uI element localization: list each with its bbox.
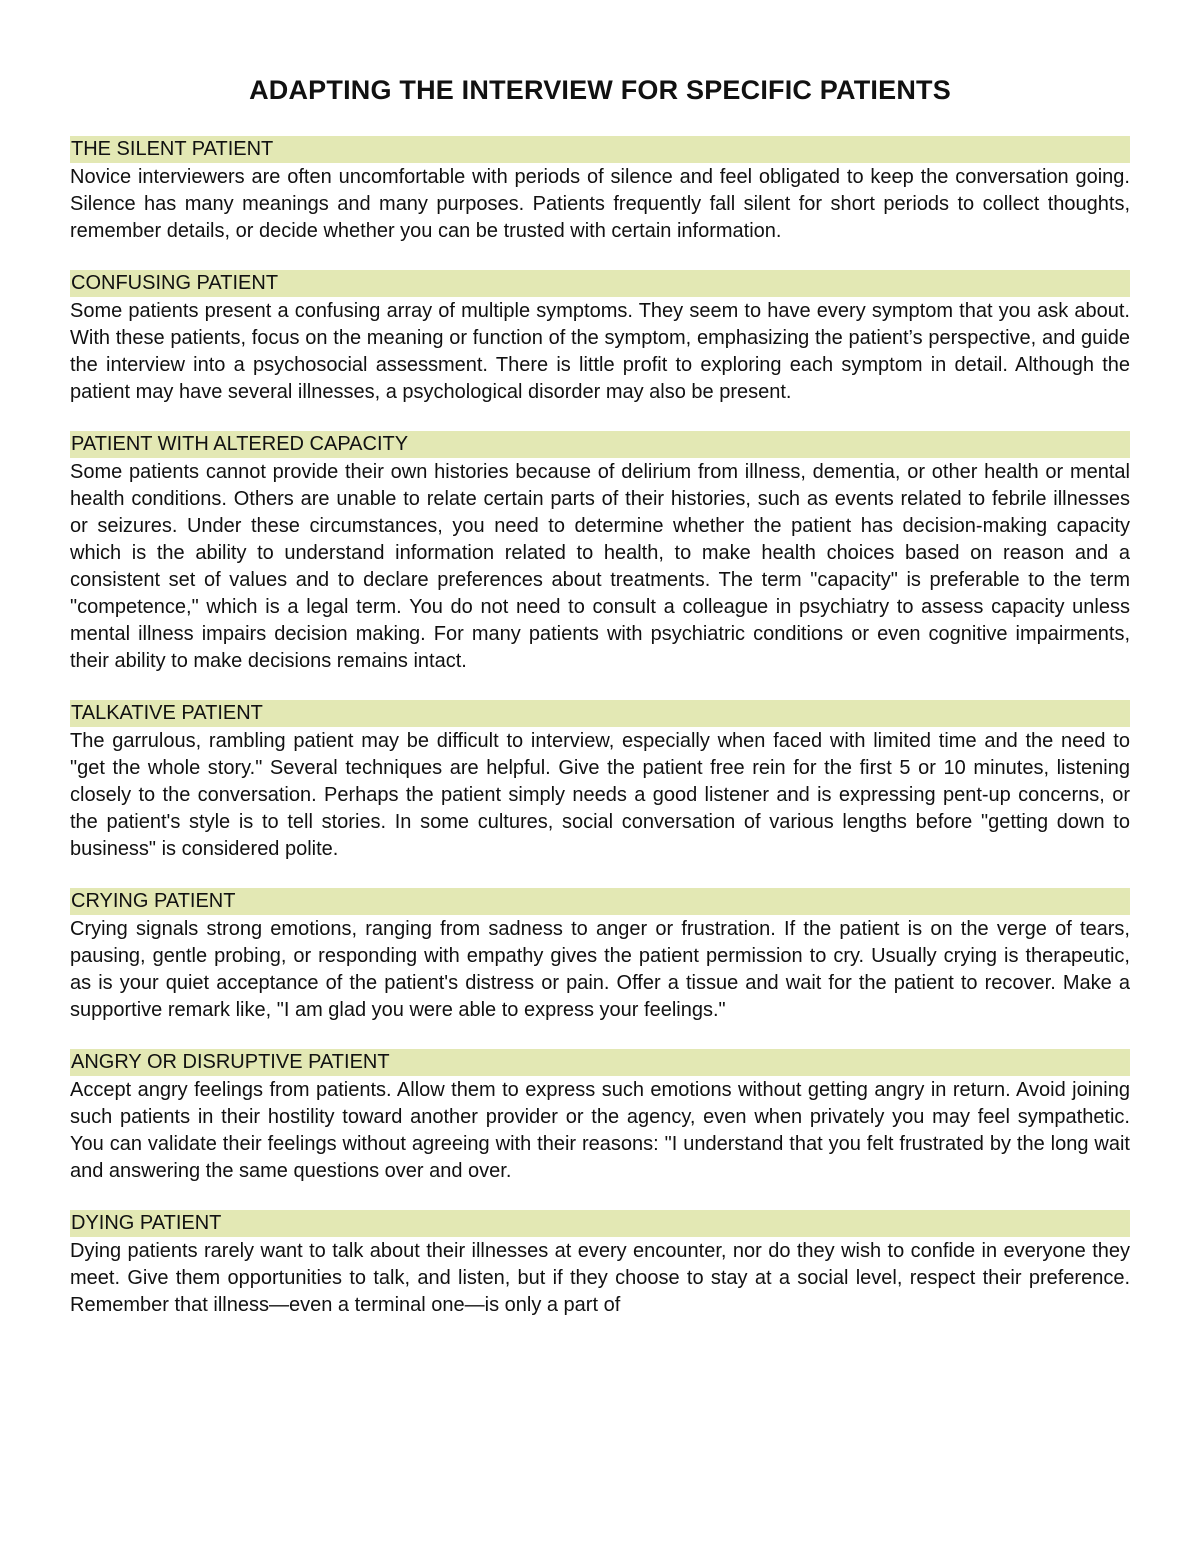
section-dying-patient xyxy=(70,1210,1130,1319)
section-heading: THE SILENT PATIENT xyxy=(70,136,1130,163)
section-body: Some patients cannot provide their own histories because of delirium from illness, dementia, or other health or mental health conditions. Others are unable to relate certain parts of their histories, such as events related to febrile illnesses or seizures. Under these circumstances, you need to determine whether the patient has decision-making capacity which is the ability to understand information related to health, to make health choices based on reason and a consistent set of values and to declare preferences about treatments. The term "capacity" is preferable to the term "competence," which is a legal term. You do not need to consult a colleague in psychiatry to assess capacity unless mental illness impairs decision making. For many patients with psychiatric conditions or even cognitive impairments, their ability to make decisions remains intact. xyxy=(70,461,1130,672)
document-title: ADAPTING THE INTERVIEW FOR SPECIFIC PATIENTS xyxy=(249,75,951,105)
section-body: Accept angry feelings from patients. Allow them to express such emotions without getting angry in return. Avoid joining such patients in their hostility toward another provider or the agency, even when privately you may feel sympathetic. You can validate their feelings without agreeing with their reasons: "I understand that you felt frustrated by the long wait and answering the same questions over and over. xyxy=(70,1079,1130,1182)
section-body: Novice interviewers are often uncomfortable with periods of silence and feel obligated to keep the conversation going. Silence has many meanings and many purposes. Patients frequently fall silent for short periods to collect thoughts, remember details, or decide whether you can be trusted with certain information. xyxy=(70,166,1130,242)
section-body: Crying signals strong emotions, ranging from sadness to anger or frustration. If the patient is on the verge of tears, pausing, gentle probing, or responding with empathy gives the patient permission to cry. Usually crying is therapeutic, as is your quiet acceptance of the patient's distress or pain. Offer a tissue and wait for the patient to recover. Make a supportive remark like, "I am glad you were able to express your feelings." xyxy=(70,918,1130,1021)
section-body: The garrulous, rambling patient may be difficult to interview, especially when faced with limited time and the need to "get the whole story." Several techniques are helpful. Give the patient free rein for the first 5 or 10 minutes, listening closely to the conversation. Perhaps the patient simply needs a good listener and is expressing pent-up concerns, or the patient's style is to tell stories. In some cultures, social conversation of various lengths before "getting down to business" is considered polite. xyxy=(70,730,1130,860)
section-heading: CRYING PATIENT xyxy=(70,888,1130,915)
section-heading: CONFUSING PATIENT xyxy=(70,270,1130,297)
section-body: Dying patients rarely want to talk about their illnesses at every encounter, nor do they wish to confide in everyone they meet. Give them opportunities to talk, and listen, but if they choose to stay at a social level, respect their preference. Remember that illness—even a terminal one—is only a part of xyxy=(70,1240,1130,1316)
section-heading: DYING PATIENT xyxy=(70,1210,1130,1237)
document-page xyxy=(70,74,1130,1344)
section-heading: ANGRY OR DISRUPTIVE PATIENT xyxy=(70,1049,1130,1076)
section-angry-patient xyxy=(70,1049,1130,1185)
section-crying-patient xyxy=(70,888,1130,1024)
section-confusing-patient xyxy=(70,270,1130,406)
section-silent-patient xyxy=(70,136,1130,245)
section-talkative-patient xyxy=(70,700,1130,863)
section-heading: TALKATIVE PATIENT xyxy=(70,700,1130,727)
section-heading: PATIENT WITH ALTERED CAPACITY xyxy=(70,431,1130,458)
section-altered-capacity xyxy=(70,431,1130,675)
section-body: Some patients present a confusing array of multiple symptoms. They seem to have every symptom that you ask about. With these patients, focus on the meaning or function of the symptom, emphasizing the patient’s perspective, and guide the interview into a psychosocial assessment. There is little profit to exploring each symptom in detail. Although the patient may have several illnesses, a psychological disorder may also be present. xyxy=(70,300,1130,403)
